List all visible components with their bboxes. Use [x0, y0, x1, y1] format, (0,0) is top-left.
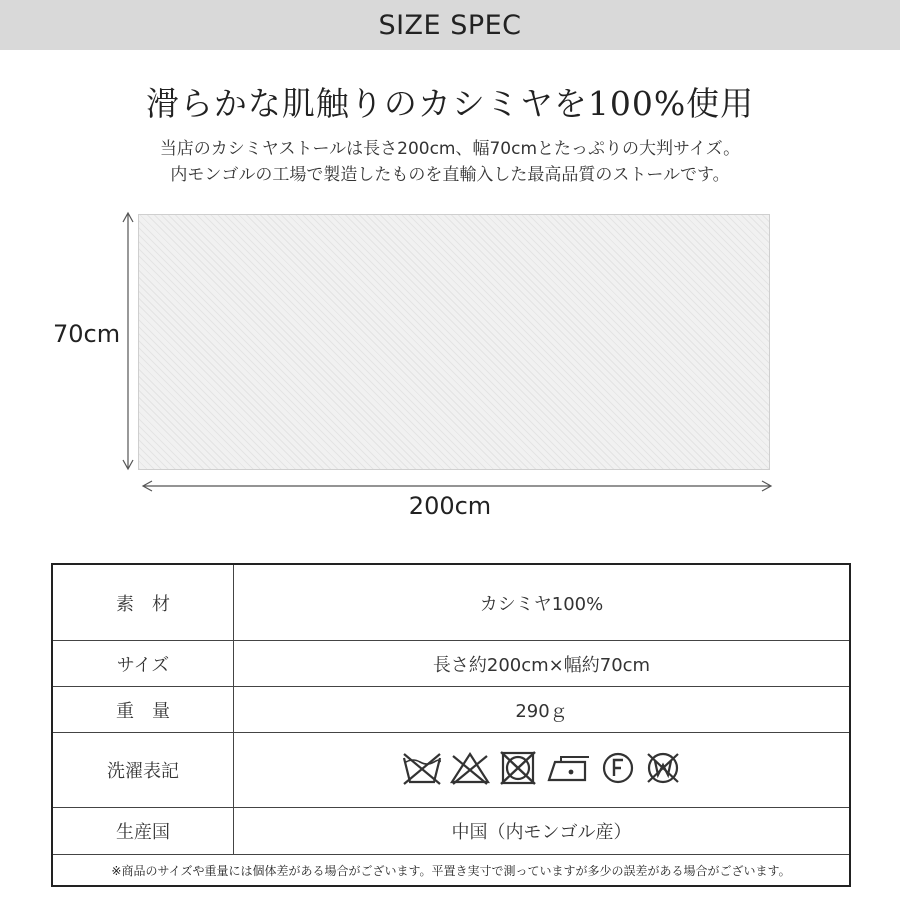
note-text: ※商品のサイズや重量には個体差がある場合がございます。平置き実寸で測っていますが多少の誤差がある場合がございます。: [52, 855, 850, 887]
origin-value: 中国（内モンゴル産）: [234, 808, 851, 855]
table-row: [52, 808, 850, 855]
material-label: 素 材: [52, 564, 234, 641]
table-row: [52, 855, 850, 887]
headline: 滑らかな肌触りのカシミヤを100%使用: [145, 84, 755, 123]
table-row: [52, 687, 850, 733]
iron-low-icon: [545, 750, 593, 791]
dimension-arrows: [0, 200, 900, 530]
table-row: [52, 641, 850, 687]
care-symbols: [234, 733, 851, 808]
header-title: SIZE SPEC: [378, 9, 522, 41]
origin-label: 生産国: [52, 808, 234, 855]
size-diagram: [0, 200, 900, 530]
description-line-2: 内モンゴルの工場で製造したものを直輸入した最高品質のストールです。: [170, 165, 730, 185]
width-label: 200cm: [408, 492, 492, 520]
dry-clean-f-icon: [599, 750, 637, 791]
description-line-1: 当店のカシミヤストールは長さ200cm、幅70cmとたっぷりの大判サイズ。: [159, 139, 741, 159]
table-row: [52, 564, 850, 641]
height-label: 70cm: [53, 320, 121, 348]
care-label: 洗濯表記: [52, 733, 234, 808]
size-label: サイズ: [52, 641, 234, 687]
header-bar: [0, 0, 900, 50]
weight-value: 290ｇ: [234, 687, 851, 733]
spec-table: [51, 563, 851, 887]
table-row: [52, 733, 850, 808]
no-wet-clean-icon: [643, 750, 683, 791]
material-value: カシミヤ100%: [234, 564, 851, 641]
size-value: 長さ約200cm×幅約70cm: [234, 641, 851, 687]
no-bleach-icon: [449, 750, 491, 791]
weight-label: 重 量: [52, 687, 234, 733]
no-tumble-dry-icon: [497, 750, 539, 791]
no-wash-icon: [401, 750, 443, 791]
